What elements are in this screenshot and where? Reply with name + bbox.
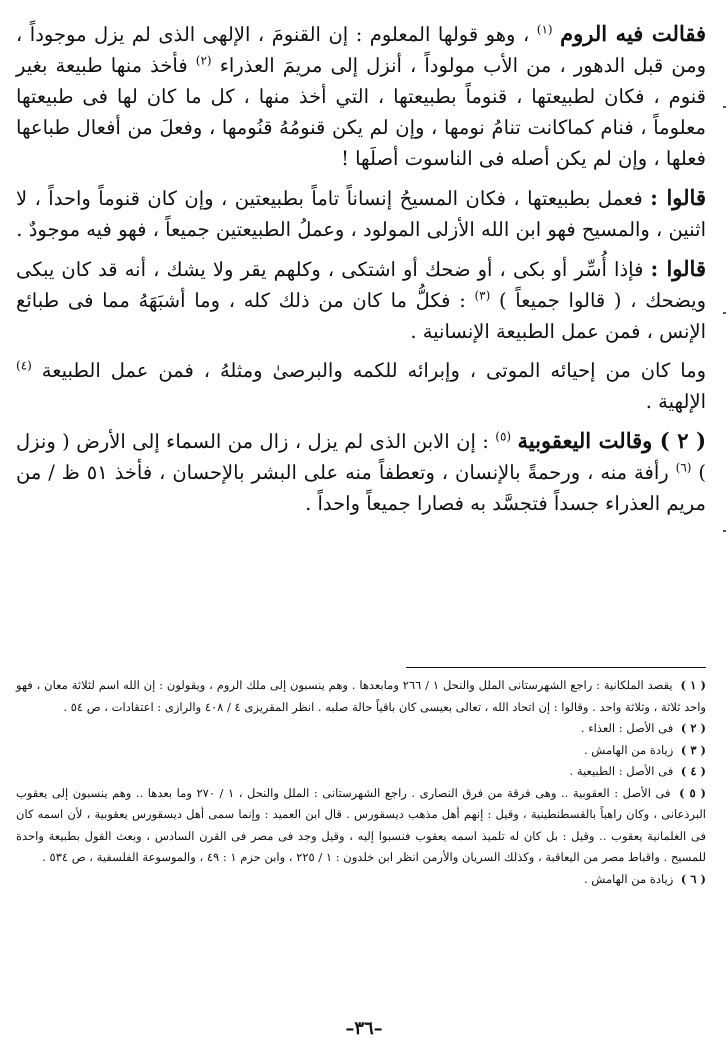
scan-edge-mark [723,530,726,532]
footnote-number: ( ٤ ) [680,764,706,778]
footnote [16,761,706,783]
paragraph-text: : إن الابن الذى لم يزل ، زال من السماء إلى الأرض ( ونزل ) [16,430,707,484]
footnote-ref: (٥) [495,429,512,444]
footnote-ref: (٢) [195,53,212,68]
footnote-text: يقصد الملكانية : راجع الشهرستانى الملل والنحل ١ / ٢٦٦ ومابعدها . وهم ينسبون إلى ملك الروم ، ويقولون : إن الله اسم لثلاثة معان ، فهو واحد ثلاثة ، وثلاثة واحد . وقالوا : إن اتحاد الله ، تعالى بعيسى كان باقياً حالة صلبه . انظر المقريزى ٤ / ٤٠٨ والرازى : اعتقادات ، ص ٥٤ . [16,678,706,714]
paragraph-text: فأخذ منها طبيعة بغير قنوم ، فكان لطبيعتها ، قنوماً بطبيعتها ، التي أخذ منها ، كل ما كان لها فى طبيعتها معلوماً ، فنام كماكانت تنامُ نومها ، وإن لم يكن قنومُهُ قنُومها ، وفعلَ من أفعال طباعها فعلها ، وإن لم يكن أصله فى الناسوت أصلَها ! [16,54,706,170]
paragraph-text: رأفة منه ، ورحمةً بالإنسان ، وتعطفاً منه على البشر بالإحسان ، فأخذ ٥١ ظ / من مريم العذراء جسداً فتجسَّد به فصارا جميعاً واحداً . [16,461,706,515]
paragraph-divine-nature [16,355,706,417]
footnote-number: ( ٣ ) [680,742,706,757]
footnote-divider [406,667,706,668]
page-number: –٣٦– [345,1018,383,1039]
footnote-number: ( ٢ ) [680,721,706,735]
paragraph-text: ، وهو قولها المعلوم : إن القنومَ ، الإلهى الذى لم يزل موجوداً ، ومن قبل الدهور ، من الأب مولوداً ، أنزل إلى مريمَ العذراء [16,23,707,77]
footnote [16,718,706,740]
paragraph-they-said-1 [16,182,706,245]
paragraph-text: فعمل بطبيعتها ، فكان المسيحُ إنساناً تاماً بطبيعتين ، وإن كان قنوماً واحداً ، لا اثنين ، والمسيح فهو ابن الله الأزلى المولود ، وعملُ الطبيعتين جميعاً ، فهو فيه موجودٌ . [16,187,706,241]
paragraph-text: : فكلُّ ما كان من ذلك كله ، وما أشبَهَهُ مما فى طبائع الإنس ، فمن عمل الطبيعة الإنسانية . [16,289,706,343]
paragraph-text: وما كان من إحيائه الموتى ، وإبرائه للكمه والبرصىٰ ومثلهُ ، فمن عمل الطبيعة [41,359,707,382]
scan-edge-mark [723,312,726,314]
paragraph-jacobites [16,425,706,519]
footnote [16,869,706,891]
footnote-number: ( ٥ ) [679,785,707,800]
footnote-ref: (٤) [16,358,32,373]
paragraph-lead: فقالت فيه الروم [560,21,707,46]
footnotes [16,675,706,890]
footnote-number: ( ١ ) [680,678,706,692]
paragraph-they-said-2 [16,253,706,347]
paragraph-melkites [16,18,706,174]
paragraph-text: فإذا أُسِّر أو بكى ، أو ضحك أو اشتكى ، وكلهم يقر ولا يشك ، أنه قد كان يبكى ويضحك ، ( قالوا جميعاً ) [16,258,706,312]
footnote-ref: (٣) [474,288,491,303]
scan-edge-mark [723,106,726,108]
paragraph-lead: قالوا : [650,256,706,281]
footnote [16,740,706,762]
footnote-ref: (٦) [675,460,692,475]
footnote-ref: (١) [536,22,553,37]
paragraph-lead: ( ٢ ) وقالت اليعقوبية [517,428,707,453]
main-text [16,18,706,527]
footnote-number: ( ٦ ) [680,871,706,886]
paragraph-lead: قالوا : [650,185,706,210]
paragraph-text: الإلهية . [645,390,706,413]
footnote [16,675,706,718]
footnote-text: فى الأصل : العقوبية .. وهى فرقة من فرق النصارى . راجع الشهرستانى : الملل والنحل ، ١ / ٢٧٠ وما بعدها .. وهم ينسبون إلى يعقوب البرذعانى ، وكان راهباً بالقسطنطينية ، وقيل : إنهم أهل مذهب ديسقورس . قال ابن العميد : وإنما سمى أهل ديسقورس يعقوبية ، لأن اسمه كان فى الغلمانية يعقوب .. وقيل : بل كان له تلميذ اسمه يعقوب فنسبوا إليه ، وقيل وجد فى مصر فى القرن السادس ، وبعث القول بطبيعة واحدة للمسيح . واقباط مصر من اليعاقبة ، وكذلك السريان والأرمن انظر ابن خلدون : ١ / ٢٢٥ ، وابن حزم ١ : ٤٩ ، والموسوعة الفلسفية ، ص ٥٣٤ . [16,785,706,864]
footnote-text: فى الأصل : الطبيعية . [569,764,674,778]
footnote [16,783,706,869]
footnote-text: زيادة من الهامش . [583,871,674,886]
footnote-text: فى الأصل : العذاء . [580,721,674,735]
footnote-text: زيادة من الهامش . [583,742,674,757]
